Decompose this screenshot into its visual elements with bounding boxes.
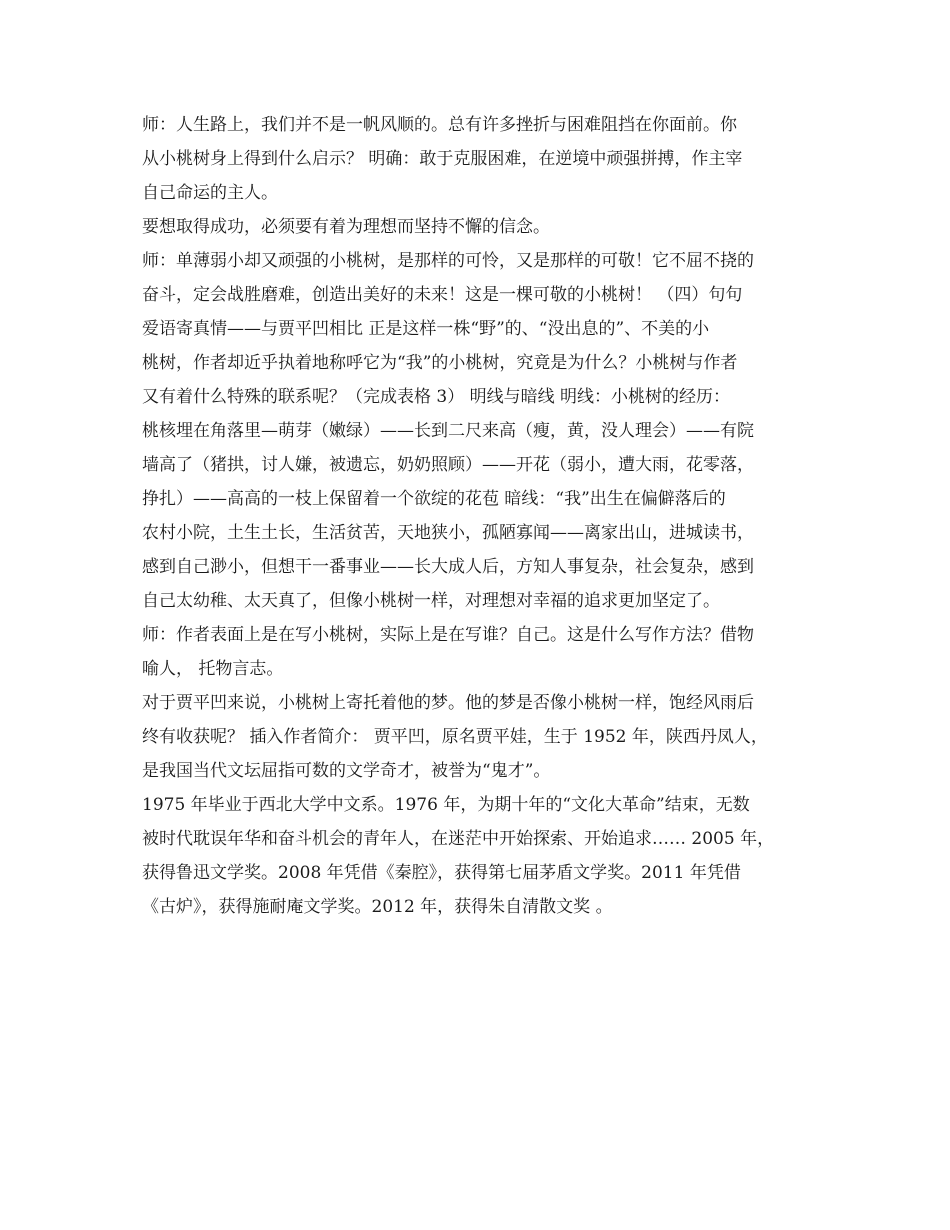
paragraph [142,210,822,244]
paragraph [142,618,822,686]
text-line: 从小桃树身上得到什么启示？ 明确：敢于克服困难，在逆境中顽强拼搏，作主宰 [142,149,743,169]
text-line: 1975 年毕业于西北大学中文系。1976 年，为期十年的“文化大革命”结束，无数 [142,795,750,815]
text-line: 师：单薄弱小却又顽强的小桃树，是那样的可怜，又是那样的可敬！它不屈不挠的 [142,251,754,271]
paragraph [142,686,822,788]
text-line: 获得鲁迅文学奖。2008 年凭借《秦腔》，获得第七届茅盾文学奖。2011 年凭借 [142,863,741,883]
paragraph [142,244,822,618]
text-line: 师：作者表面上是在写小桃树，实际上是在写谁？自己。这是什么写作方法？借物 [142,625,754,645]
text-line: 爱语寄真情——与贾平凹相比 正是这样一株“野”的、“没出息的”、不美的小 [142,319,710,339]
text-line: 要想取得成功，必须要有着为理想而坚持不懈的信念。 [142,217,550,237]
text-line: 被时代耽误年华和奋斗机会的青年人，在迷茫中开始探索、开始追求…… 2005 年， [142,829,775,849]
text-line: 挣扎）——高高的一枝上保留着一个欲绽的花苞 暗线：“我”出生在偏僻落后的 [142,489,726,509]
document-body [142,108,822,924]
text-line: 奋斗，定会战胜磨难，创造出美好的未来！这是一棵可敬的小桃树！ （四）句句 [142,285,743,305]
text-line: 终有收获呢？ 插入作者简介： 贾平凹，原名贾平娃，生于 1952 年，陕西丹凤人， [142,727,768,747]
text-line: 《古炉》，获得施耐庵文学奖。2012 年，获得朱自清散文奖 。 [142,897,613,917]
text-line: 喻人， 托物言志。 [142,659,284,679]
text-line: 墙高了（猪拱，讨人嫌，被遗忘，奶奶照顾）——开花（弱小，遭大雨，花零落， [142,455,754,475]
text-line: 桃核埋在角落里—萌芽（嫩绿）——长到二尺来高（瘦，黄，没人理会）——有院 [142,421,754,441]
text-line: 自己命运的主人。 [142,183,278,203]
text-line: 对于贾平凹来说，小桃树上寄托着他的梦。他的梦是否像小桃树一样，饱经风雨后 [142,693,754,713]
text-line: 感到自己渺小，但想干一番事业——长大成人后，方知人事复杂，社会复杂，感到 [142,557,754,577]
text-line: 自己太幼稚、太天真了，但像小桃树一样，对理想对幸福的追求更加坚定了。 [142,591,720,611]
paragraph [142,108,822,210]
text-line: 是我国当代文坛屈指可数的文学奇才，被誉为“鬼才”。 [142,761,551,781]
text-line: 农村小院，土生土长，生活贫苦，天地狭小，孤陋寡闻——离家出山，进城读书， [142,523,754,543]
text-line: 又有着什么特殊的联系呢？（完成表格 3） 明线与暗线 明线：小桃树的经历： [142,387,731,407]
text-line: 师：人生路上，我们并不是一帆风顺的。总有许多挫折与困难阻挡在你面前。你 [142,115,737,135]
paragraph [142,788,822,924]
text-line: 桃树，作者却近乎执着地称呼它为“我”的小桃树，究竟是为什么？小桃树与作者 [142,353,738,373]
